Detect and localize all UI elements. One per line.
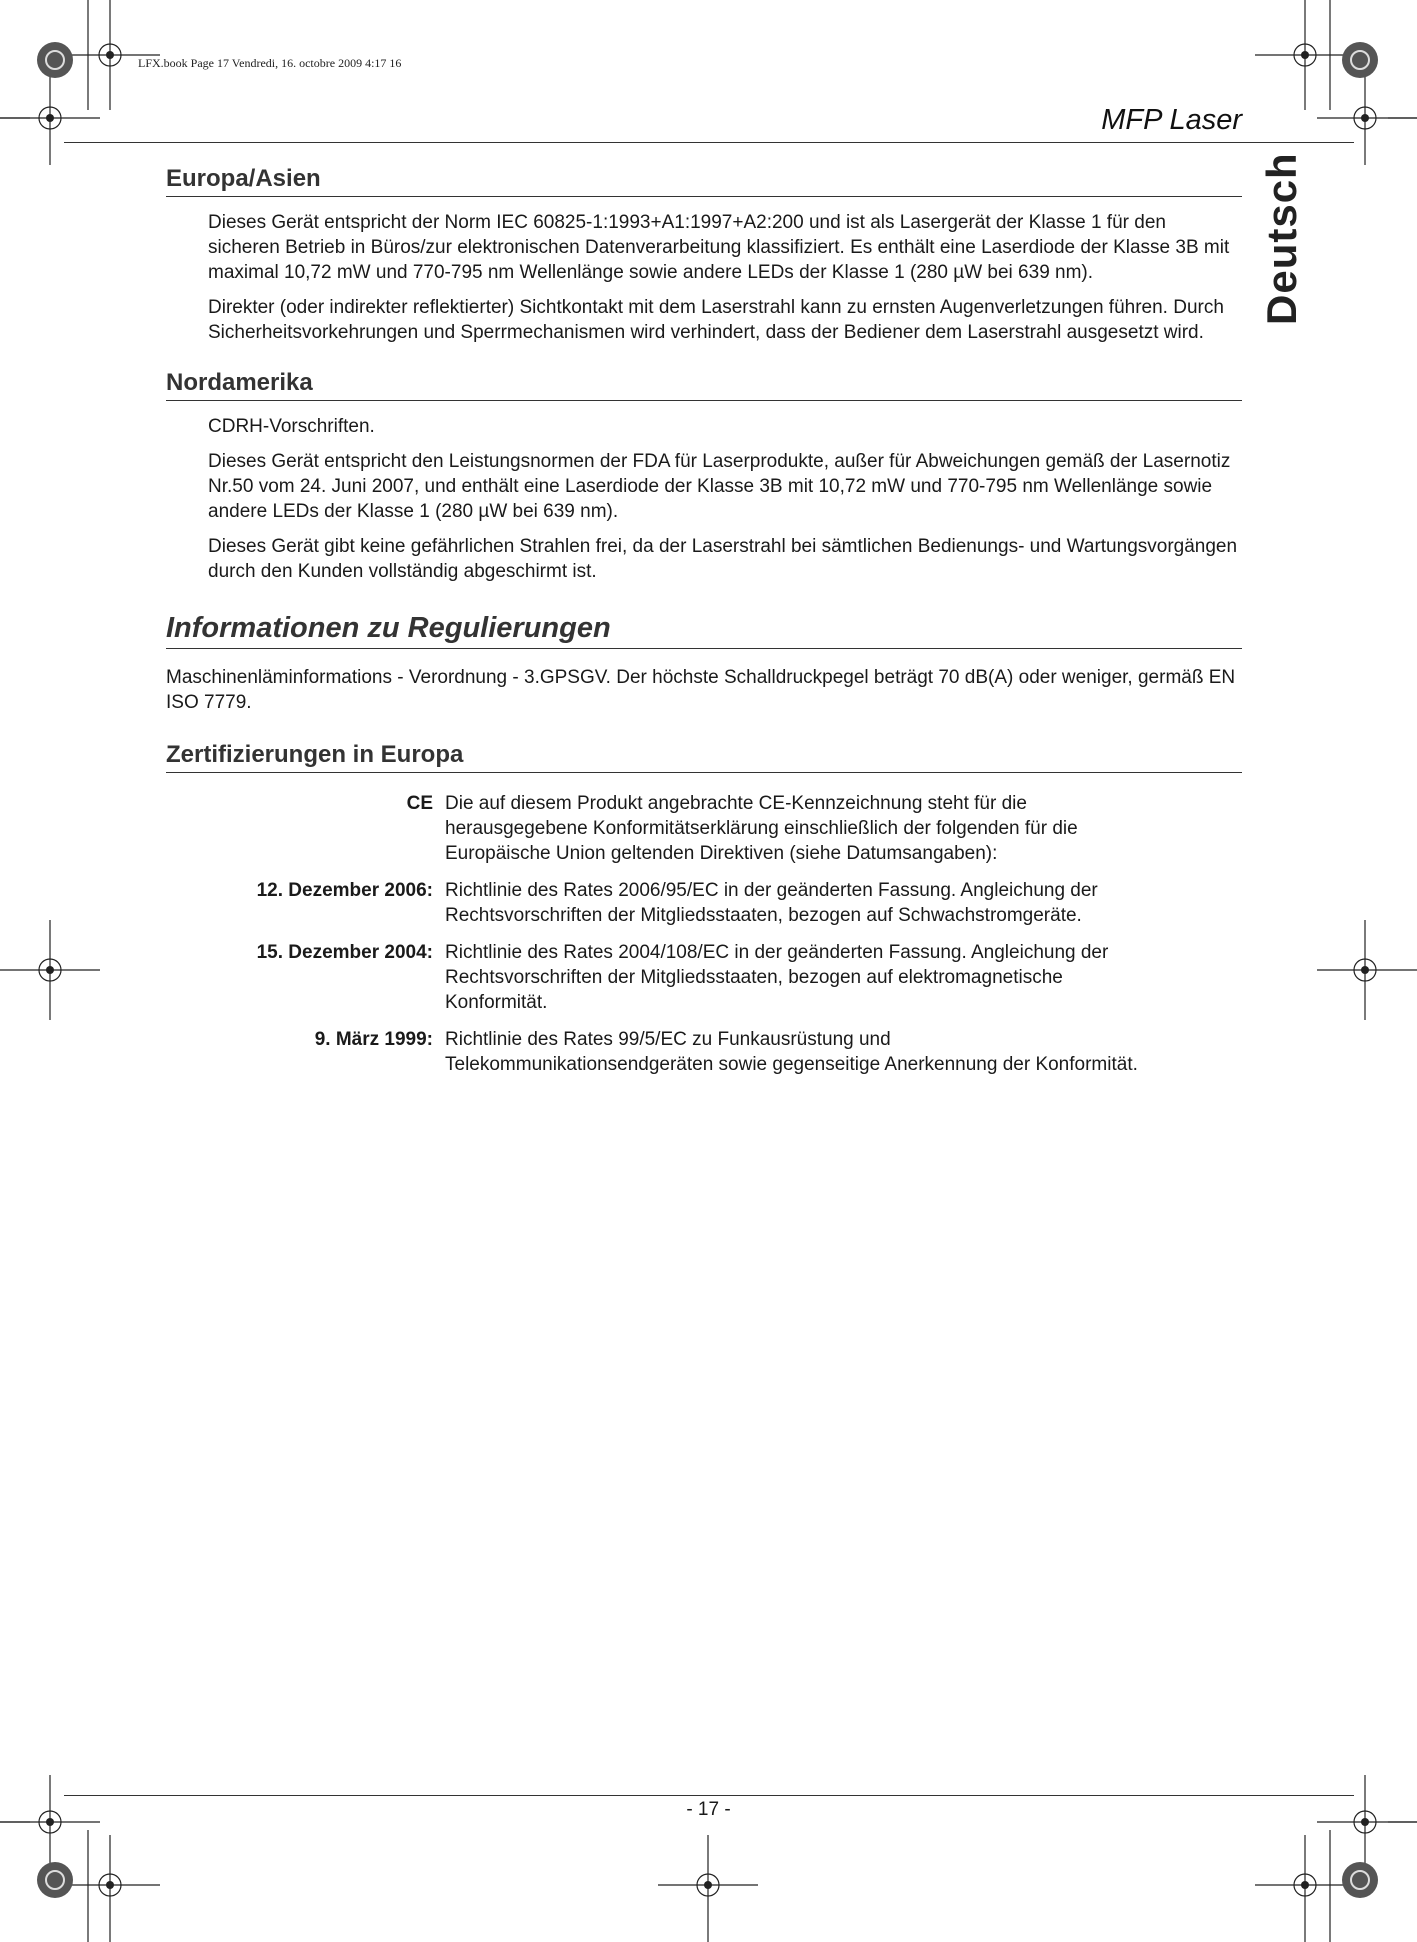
certification-list [166,791,1242,1077]
certification-item [166,878,1242,928]
certification-label: CE [406,793,433,814]
paragraph: Maschinenläminformations - Verordnung - 3.GPSGV. Der höchste Schalldruckpegel beträgt 70 dB(A) oder weniger, germäß EN ISO 7779. [166,667,1236,713]
certification-label: 9. März 1999: [314,1029,433,1050]
language-tab: Deutsch [1258,152,1305,325]
paragraph: Dieses Gerät gibt keine gefährlichen Strahlen frei, da der Laserstrahl bei sämtlichen Bedienungs- und Wartungsvorgängen durch den Kunden vollständig abgeschirmt ist. [208,536,1238,582]
paragraph: Direkter (oder indirekter reflektierter) Sichtkontakt mit dem Laserstrahl kann zu ernsten Augenverletzungen führen. Durch Sicherheitsvorkehrungen und Sperrmechanismen wird verhindert, dass der Bediener dem Laserstrahl ausgesetzt wird. [208,297,1224,343]
certification-text: Die auf diesem Produkt angebrachte CE-Kennzeichnung steht für die herausgegebene Konformitätserklärung einschließlich der folgenden für die Europäische Union geltenden Direktiven (siehe Datumsangaben): [445,793,1078,864]
certification-text: Richtlinie des Rates 2006/95/EC in der geänderten Fassung. Angleichung der Rechtsvorschriften der Mitgliedsstaaten, bezogen auf Schwachstromgeräte. [445,880,1098,926]
header-rule [64,142,1354,143]
certification-label: 15. Dezember 2004: [256,942,433,963]
certification-label: 12. Dezember 2006: [256,880,433,901]
certification-item [166,791,1242,866]
book-info: LFX.book Page 17 Vendredi, 16. octobre 2009 4:17 16 [138,56,402,70]
certification-text: Richtlinie des Rates 99/5/EC zu Funkausrüstung und Telekommunikationsendgeräten sowie gegenseitige Anerkennung der Konformität. [445,1029,1138,1075]
section-heading-europa-asien: Europa/Asien [166,165,1242,197]
page-number: - 17 - [686,1799,731,1820]
footer-rule [64,1795,1354,1796]
certification-item [166,1027,1242,1077]
certification-item [166,940,1242,1015]
section-heading-regulierungen: Informationen zu Regulierungen [166,612,1242,649]
section-heading-zertifizierungen: Zertifizierungen in Europa [166,741,1242,773]
paragraph: CDRH-Vorschriften. [208,416,375,437]
section-heading-nordamerika: Nordamerika [166,369,1242,401]
page-content [166,165,1242,1077]
running-header: MFP Laser [1101,104,1242,136]
paragraph: Dieses Gerät entspricht den Leistungsnormen der FDA für Laserprodukte, außer für Abweichungen gemäß der Lasernotiz Nr.50 vom 24. Juni 2007, und enthält eine Laserdiode der Klasse 3B mit 10,72 mW und 770-795 nm Wellenlänge sowie andere LEDs der Klasse 1 (280 µW bei 639 nm). [208,451,1231,522]
paragraph: Dieses Gerät entspricht der Norm IEC 60825-1:1993+A1:1997+A2:200 und ist als Lasergerät der Klasse 1 für den sicheren Betrieb in Büros/zur elektronischen Datenverarbeitung klassifiziert. Es enthält eine Laserdiode der Klasse 3B mit maximal 10,72 mW und 770-795 nm Wellenlänge sowie andere LEDs der Klasse 1 (280 µW bei 639 nm). [208,212,1230,283]
certification-text: Richtlinie des Rates 2004/108/EC in der geänderten Fassung. Angleichung der Rechtsvorschriften der Mitgliedsstaaten, bezogen auf elektromagnetische Konformität. [445,942,1109,1013]
